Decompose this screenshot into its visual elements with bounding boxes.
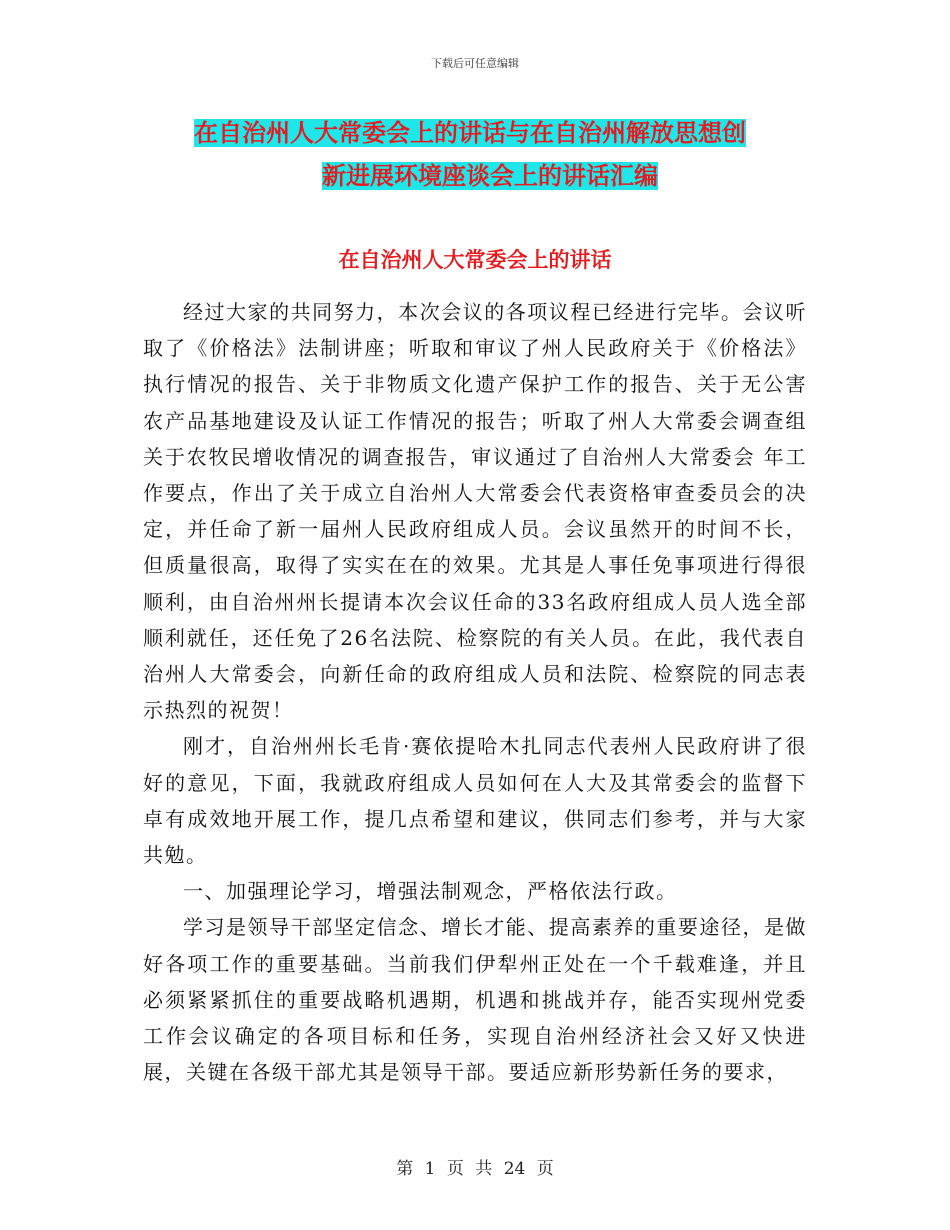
paragraph: 经过大家的共同努力，本次会议的各项议程已经进行完毕。会议听取了《价格法》法制讲座；听取和审议了州人民政府关于《价格法》执行情况的报告、关于非物质文化遗产保护工作的报告、关于无公害农产品基地建设及认证工作情况的报告；听取了州人大常委会调查组关于农牧民增收情况的调查报告，审议通过了自治州人大常委会 年工作要点，作出了关于成立自治州人大常委会代表资格审查委员会的决定，并任命了新一届州人民政府组成人员。会议虽然开的时间不长，但质量很高，取得了实实在在的效果。尤其是人事任免事项进行得很顺利，由自治州州长提请本次会议任命的33名政府组成人员人选全部顺利就任，还任免了26名法院、检察院的有关人员。在此，我代表自治州人大常委会，向新任命的政府组成人员和法院、检察院的同志表示热烈的祝贺！ <box>143 300 807 723</box>
document-title <box>150 112 830 198</box>
document-title-line-2: 新进展环境座谈会上的讲话汇编 <box>322 162 658 190</box>
page-number: 第 1 页 共 24 页 <box>396 1159 554 1179</box>
section-title: 在自治州人大常委会上的讲话 <box>338 248 612 272</box>
document-body <box>143 294 807 1090</box>
paragraph: 刚才，自治州州长毛肯·赛依提哈木扎同志代表州人民政府讲了很好的意见，下面，我就政府组成人员如何在人大及其常委会的监督下卓有成效地开展工作，提几点希望和建议，供同志们参考，并与大家共勉。 <box>143 734 807 868</box>
paragraph: 学习是领导干部坚定信念、增长才能、提高素养的重要途径，是做好各项工作的重要基础。当前我们伊犁州正处在一个千载难逢，并且必须紧紧抓住的重要战略机遇期，机遇和挑战并存，能否实现州党委工作会议确定的各项目标和任务，实现自治州经济社会又好又快进展，关键在各级干部尤其是领导干部。要适应新形势新任务的要求， <box>143 915 807 1085</box>
paragraph-heading: 一、加强理论学习，增强法制观念，严格依法行政。 <box>183 879 678 904</box>
header-note: 下载后可任意编辑 <box>431 57 519 70</box>
document-title-line-1: 在自治州人大常委会上的讲话与在自治州解放思想创 <box>194 119 746 147</box>
